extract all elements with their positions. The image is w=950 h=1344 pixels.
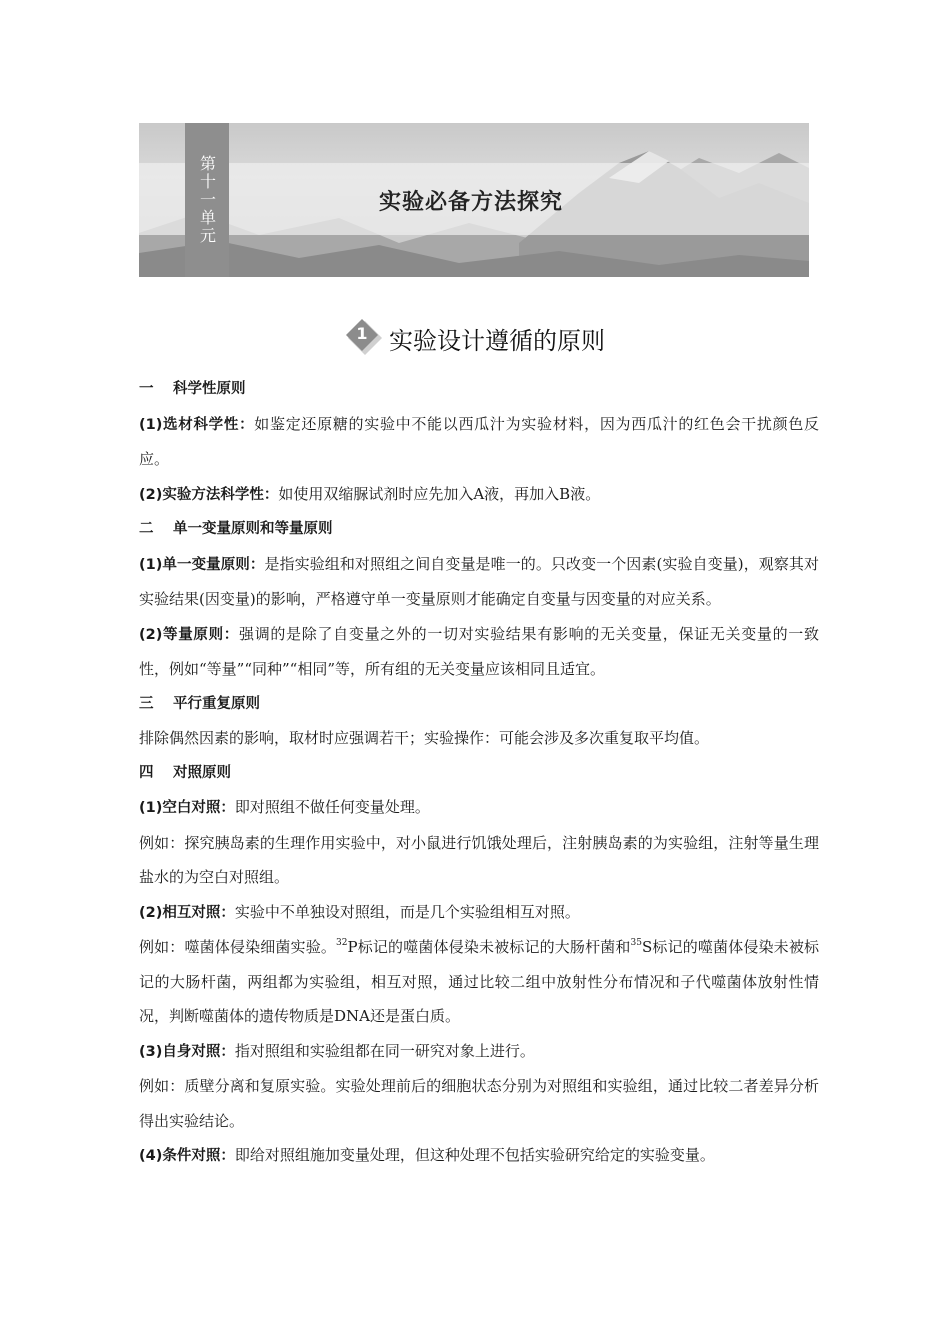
paragraph: 例如：质壁分离和复原实验。实验处理前后的细胞状态分别为对照组和实验组，通过比较二者差异分析得出实验结论。 <box>139 1077 819 1130</box>
paragraph: (2)等量原则：强调的是除了自变量之外的一切对实验结果有影响的无关变量，保证无关变量的一致性，例如“等量”“同种”“相同”等，所有组的无关变量应该相同且适宜。 <box>139 624 819 678</box>
paragraph: (2)相互对照：实验中不单独设对照组，而是几个实验组相互对照。 <box>139 902 580 921</box>
heading-2: 二 单一变量原则和等量原则 <box>139 521 333 537</box>
paragraph: (3)自身对照：指对照组和实验组都在同一研究对象上进行。 <box>139 1041 535 1060</box>
section-heading <box>0 318 950 358</box>
paragraph: 例如：探究胰岛素的生理作用实验中，对小鼠进行饥饿处理后，注射胰岛素的为实验组，注射等量生理盐水的为空白对照组。 <box>139 833 819 886</box>
heading-1: 一 科学性原则 <box>139 381 246 397</box>
paragraph: 例如：噬菌体侵染细菌实验。$^{32}$P标记的噬菌体侵染未被标记的大肠杆菌和$^{35}$S标记的噬菌体侵染未被标记的大肠杆菌，两组都为实验组，相互对照，通过比较二组中放射性分布情况和子代噬菌体放射性情况，判断噬菌体的遗传物质是DNA还是蛋白质。 <box>139 938 819 1025</box>
section-number: 1 <box>356 324 368 343</box>
unit-label-strip <box>185 123 229 277</box>
unit-label: 第十一单元 <box>197 155 217 245</box>
document-body <box>139 372 819 1174</box>
unit-banner <box>139 123 809 277</box>
paragraph: (1)选材科学性：如鉴定还原糖的实验中不能以西瓜汁为实验材料，因为西瓜汁的红色会干扰颜色反应。 <box>139 414 820 468</box>
paragraph: 排除偶然因素的影响，取材时应强调若干；实验操作：可能会涉及多次重复取平均值。 <box>139 729 710 747</box>
section-title: 实验设计遵循的原则 <box>389 326 605 355</box>
paragraph: (4)条件对照：即给对照组施加变量处理，但这种处理不包括实验研究给定的实验变量。 <box>139 1146 715 1164</box>
heading-3: 三 平行重复原则 <box>139 695 260 712</box>
chapter-title: 实验必备方法探究 <box>379 189 564 215</box>
paragraph: (1)空白对照：即对照组不做任何变量处理。 <box>139 798 430 816</box>
heading-4: 四 对照原则 <box>139 764 231 781</box>
section-number-badge <box>345 318 385 358</box>
paragraph: (1)单一变量原则：是指实验组和对照组之间自变量是唯一的。只改变一个因素(实验自变量)，观察其对实验结果(因变量)的影响，严格遵守单一变量原则才能确定自变量与因变量的对应关系。 <box>139 554 820 608</box>
paragraph: (2)实验方法科学性：如使用双缩脲试剂时应先加入A液，再加入B液。 <box>139 484 601 503</box>
